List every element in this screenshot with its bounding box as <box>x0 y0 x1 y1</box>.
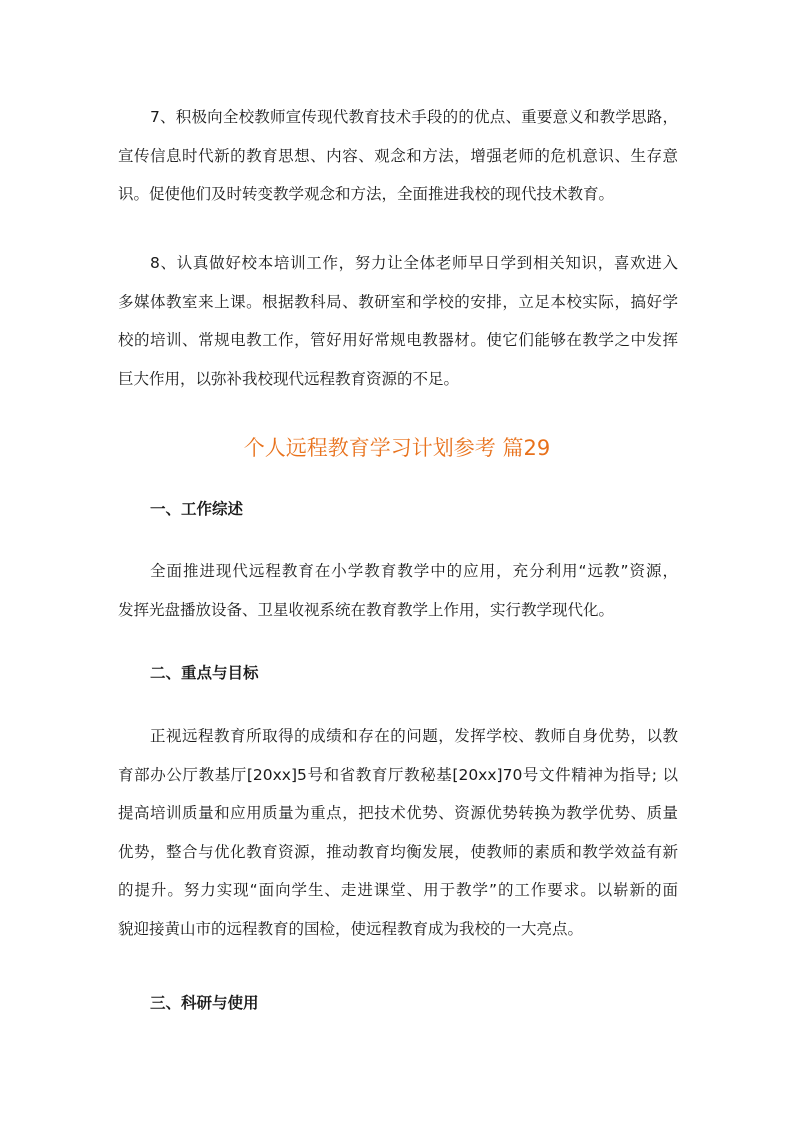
text-line: 优势，整合与优化教育资源，推动教育均衡发展，使教师的素质和教学效益有新 <box>118 842 678 861</box>
text-line: 全面推进现代远程教育在小学教育教学中的应用，充分利用“远教”资源， <box>150 562 678 580</box>
paragraph-item-7 <box>118 98 678 214</box>
text-line: 提高培训质量和应用质量为重点，把技术优势、资源优势转换为教学优势、质量 <box>118 804 678 822</box>
text-line: 7、积极向全校教师宣传现代教育技术手段的的优点、重要意义和教学思路， <box>150 108 678 126</box>
heading-work-overview: 一、工作综述 <box>150 500 244 518</box>
text-line: 的提升。努力实现“面向学生、走进课堂、用于教学”的工作要求。以崭新的面 <box>118 881 678 899</box>
heading-focus-goals: 二、重点与目标 <box>150 664 259 682</box>
text-line: 多媒体教室来上课。根据教科局、教研室和学校的安排，立足本校实际，搞好学 <box>118 292 678 311</box>
paragraph-focus-goals <box>118 717 678 948</box>
text-line: 校的培训、常规电教工作，管好用好常规电教器材。使它们能够在教学之中发挥 <box>118 331 678 349</box>
text-line: 巨大作用，以弥补我校现代远程教育资源的不足。 <box>118 369 460 388</box>
text-line: 8、认真做好校本培训工作，努力让全体老师早日学到相关知识，喜欢进入 <box>150 254 678 272</box>
section-title: 个人远程教育学习计划参考 篇29 <box>243 436 551 460</box>
text-line: 育部办公厅教基厅[20xx]5号和省教育厅教秘基[20xx]70号文件精神为指导; 以 <box>118 765 678 784</box>
text-line: 貌迎接黄山市的远程教育的国检，使远程教育成为我校的一大亮点。 <box>118 919 584 938</box>
paragraph-item-8 <box>118 244 678 398</box>
text-line: 宣传信息时代新的教育思想、内容、观念和方法，增强老师的危机意识、生存意 <box>118 146 678 165</box>
text-line: 正视远程教育所取得的成绩和存在的问题，发挥学校、教师自身优势，以教 <box>150 727 678 745</box>
text-line: 发挥光盘播放设备、卫星收视系统在教育教学上作用，实行教学现代化。 <box>118 600 615 619</box>
heading-research-use: 三、科研与使用 <box>150 994 259 1012</box>
paragraph-work-overview <box>118 552 678 629</box>
text-line: 识。促使他们及时转变教学观念和方法，全面推进我校的现代技术教育。 <box>118 185 615 203</box>
